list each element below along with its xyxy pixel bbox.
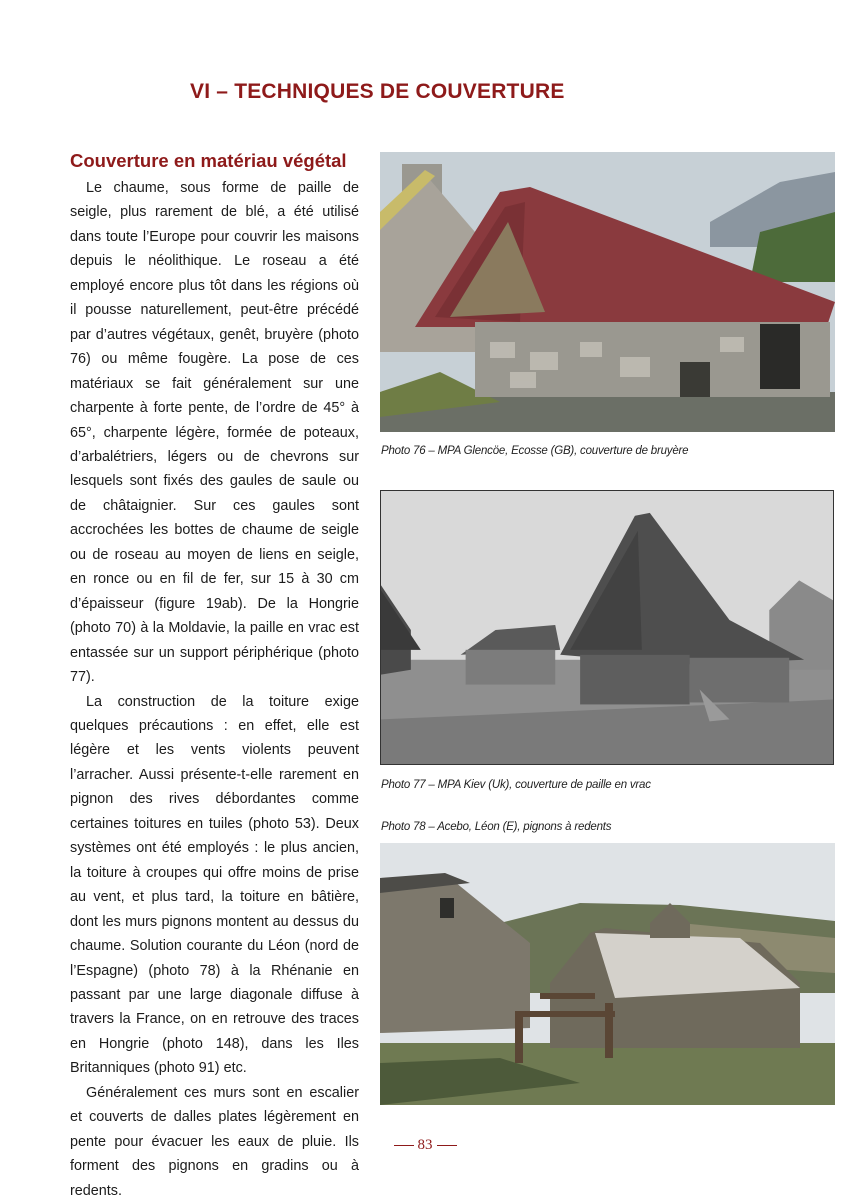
paragraph-2: La construction de la toiture exige quelques précautions : en effet, elle est légère et les vents violents peuvent l’arracher. Aussi présente-t-elle rarement en pignon des rives débordantes comme certaines toitures en tuiles (photo 53). Deux systèmes ont été employés : le plus ancien, la toiture à croupes qui offre moins de prise au vent, et plus tard, la toiture en bâtière, dont les murs pignons montent au dessus du chaume. Solution courante du Léon (nord de l’Espagne) (photo 78) à la Rhénanie en passant par une large diagonale diffuse à travers la France, on en retrouve des traces en Hongrie (photo 148), dans les Iles Britanniques (photo 91) etc. bbox=[70, 693, 359, 1077]
page-number bbox=[0, 1137, 850, 1154]
page-number-value: 83 bbox=[417, 1137, 433, 1153]
section-heading: Couverture en matériau végétal bbox=[70, 150, 347, 171]
photo-78-caption: Photo 78 – Acebo, Léon (E), pignons à redents bbox=[381, 821, 612, 833]
body-text bbox=[70, 176, 359, 1203]
chapter-title: VI – TECHNIQUES DE COUVERTURE bbox=[190, 80, 565, 103]
page-number-dash-right bbox=[437, 1145, 457, 1147]
paragraph-1: Le chaume, sous forme de paille de seigle, plus rarement de blé, a été utilisé dans toute l’Europe pour couvrir les maisons depuis le néolithique. Le roseau a été employé encore plus tôt dans les régions où il pousse naturellement, peut-être précédé par d’autres végétaux, genêt, bruyère (photo 76) ou même fougère. La pose de ces matériaux se fait généralement sur une charpente à forte pente, de l’ordre de 45° à 65°, charpente légère, formée de poteaux, d’arbalétriers, légers ou de chevrons sur lesquels sont fixés des gaules de saule ou de châtaignier. Sur ces gaules sont accrochées les bottes de chaume de seigle ou de roseau au moyen de liens en seigle, en ronce ou en fil de fer, sur 15 à 30 cm d’épaisseur (figure 19ab). De la Hongrie (photo 70) à la Moldavie, la paille en vrac est entassée sur un support périphérique (photo 77). bbox=[70, 180, 359, 686]
photo-77-straw-barn bbox=[380, 490, 834, 765]
photo-76-caption: Photo 76 – MPA Glencöe, Ecosse (GB), couverture de bruyère bbox=[381, 445, 689, 457]
photo-76-thatched-cottage bbox=[380, 152, 835, 432]
photo-77-caption: Photo 77 – MPA Kiev (Uk), couverture de paille en vrac bbox=[381, 779, 651, 791]
page-number-dash-left bbox=[394, 1145, 414, 1147]
paragraph-3: Généralement ces murs sont en escalier et couverts de dalles plates légèrement en pente pour évacuer les eaux de pluie. Ils forment des pignons en gradins ou à redents. bbox=[70, 1084, 359, 1199]
photo-78-stepped-gables bbox=[380, 843, 835, 1105]
